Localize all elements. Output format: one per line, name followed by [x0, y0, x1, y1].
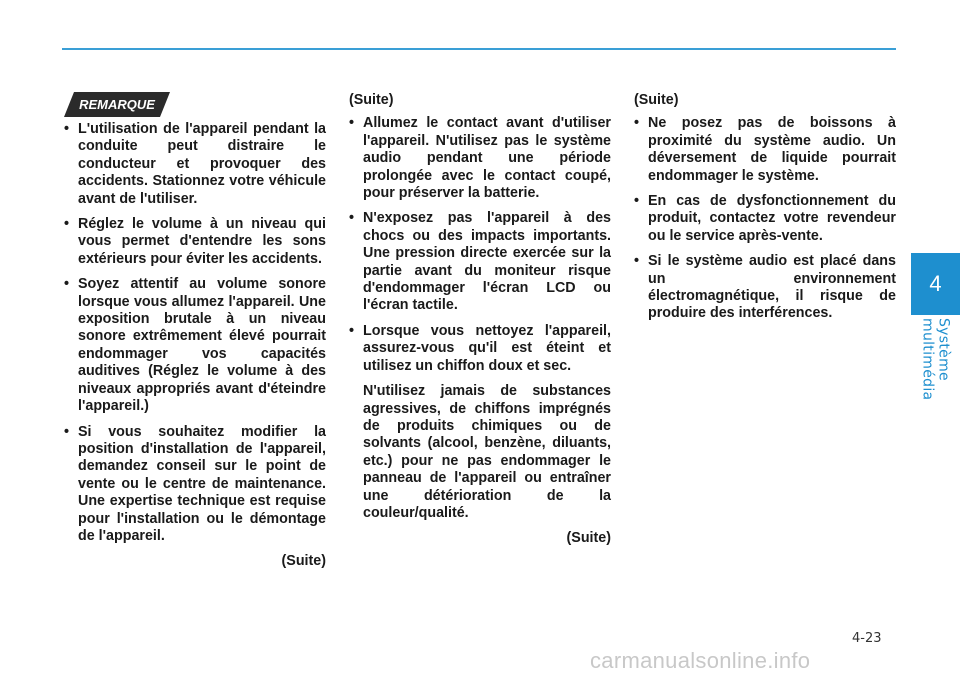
- list-item: • Si le système audio est placé dans un environnement électromagnétique, il risque de produire des interférences.: [634, 253, 896, 323]
- list-item: • Réglez le volume à un niveau qui vous permet d'entendre les sons extérieurs pour éviter les accidents.: [64, 216, 326, 268]
- page-number: 4-23: [852, 631, 882, 646]
- list-item: • En cas de dysfonctionnement du produit, contactez votre revendeur ou le service après-vente.: [634, 193, 896, 245]
- list-item: • Allumez le contact avant d'utiliser l'appareil. N'utilisez pas le système audio pendant une période prolongée avec le contact coupé, pour préserver la batterie.: [349, 115, 611, 202]
- list-item: • Si vous souhaitez modifier la position d'installation de l'appareil, demandez conseil sur le point de vente ou le centre de maintenance. Une expertise technique est requise pour l'installation ou le démontage de l'appareil.: [64, 424, 326, 546]
- continued-heading: (Suite): [349, 92, 394, 108]
- remarque-badge: [64, 92, 170, 117]
- header-rule: [62, 48, 896, 50]
- sub-paragraph: N'utilisez jamais de substances agressives, de chiffons imprégnés de produits chimiques ou de solvants (alcool, benzène, diluants, etc.) pour ne pas endommager le panneau de l'appareil ou entraîner une détérioration de la couleur/qualité.: [363, 383, 611, 521]
- list-item: • Lorsque vous nettoyez l'appareil, assurez-vous qu'il est éteint et utilisez un chiffon doux et sec.: [349, 323, 611, 375]
- badge-label: REMARQUE: [79, 97, 155, 112]
- continued-label: (Suite): [281, 553, 326, 570]
- watermark: carmanualsonline.info: [590, 648, 811, 673]
- chapter-title-container: [911, 318, 960, 468]
- column-3: [634, 92, 896, 331]
- list-item: • Ne posez pas de boissons à proximité du système audio. Un déversement de liquide pourrait endommager le système.: [634, 115, 896, 185]
- continued-heading: (Suite): [634, 92, 679, 108]
- list-item: • L'utilisation de l'appareil pendant la conduite peut distraire le conducteur et provoquer des accidents. Stationnez votre véhicule avant de l'utiliser.: [64, 121, 326, 208]
- chapter-number-tab: [911, 253, 960, 315]
- column-1: [64, 121, 326, 571]
- continued-label: (Suite): [566, 530, 611, 547]
- list-item: • Soyez attentif au volume sonore lorsque vous allumez l'appareil. Une exposition brutale à un niveau sonore extrêmement élevé pourrait endommager vos capacités auditives (Réglez le volume à des niveaux appropriés avant d'éteindre l'appareil.): [64, 276, 326, 415]
- list-item: • N'exposez pas l'appareil à des chocs ou des impacts importants. Une pression directe exercée sur la partie avant du moniteur risque d'endommager l'écran LCD ou l'écran tactile.: [349, 210, 611, 314]
- chapter-title: Système multimédia: [919, 318, 952, 401]
- column-2: [349, 92, 611, 548]
- chapter-number: 4: [929, 271, 942, 296]
